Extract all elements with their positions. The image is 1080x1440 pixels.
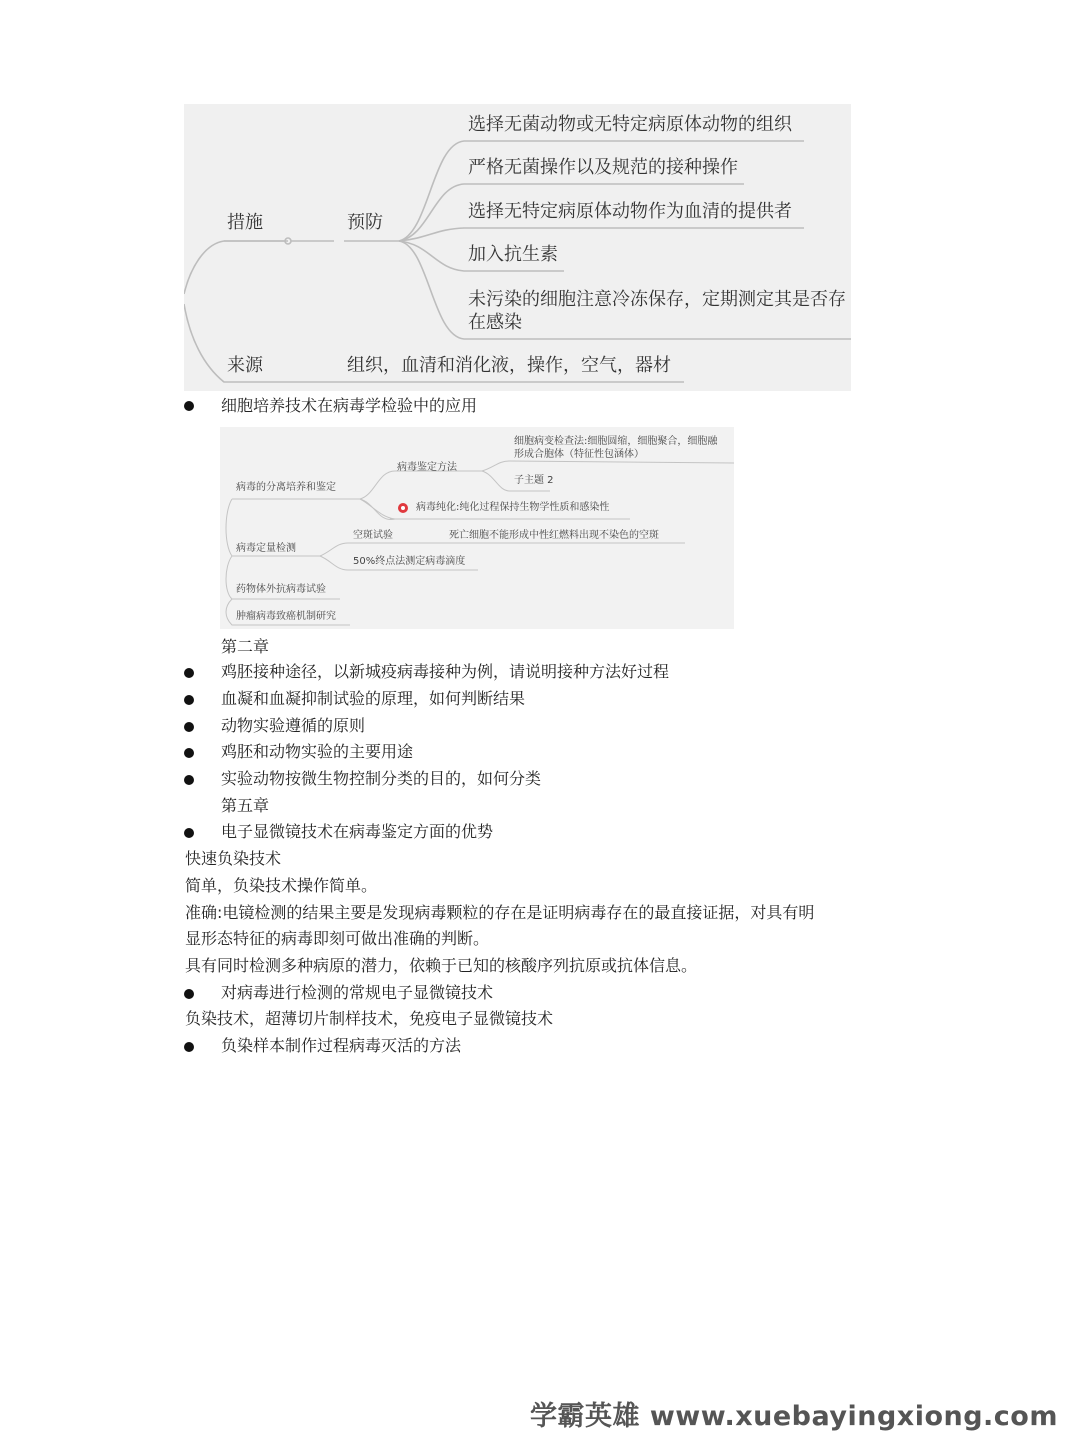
leaf-2: 严格无菌操作以及规范的接种操作 bbox=[468, 157, 738, 178]
node-quant: 病毒定量检测 bbox=[236, 543, 296, 554]
bullet-dot bbox=[184, 668, 194, 678]
bullet-dot bbox=[184, 695, 194, 705]
para-simple: 简单，负染技术操作简单。 bbox=[185, 876, 378, 895]
ch2-bullet-1: 鸡胚接种途径，以新城疫病毒接种为例，请说明接种方法好过程 bbox=[221, 662, 670, 681]
ch5-bullet-2: 对病毒进行检测的常规电子显微镜技术 bbox=[221, 983, 494, 1002]
node-cpe-line-2: 形成合胞体（特征性包涵体） bbox=[514, 449, 644, 460]
ch5-bullet-1: 电子显微镜技术在病毒鉴定方面的优势 bbox=[221, 822, 494, 841]
para-accurate-line-1: 准确:电镜检测的结果主要是发现病毒颗粒的存在是证明病毒存在的最直接证据，对具有明 bbox=[185, 903, 815, 922]
source-text: 组织，血清和消化液，操作，空气，器材 bbox=[347, 355, 671, 376]
node-purify: 病毒纯化:纯化过程保持生物学性质和感染性 bbox=[416, 502, 610, 513]
node-subtopic-2: 子主题 2 bbox=[514, 475, 554, 486]
site-watermark: 学霸英雄 www.xuebayingxiong.com bbox=[529, 1401, 1058, 1432]
branch-measures: 措施 bbox=[227, 212, 263, 233]
bullet-dot bbox=[184, 722, 194, 732]
bullet-dot bbox=[184, 775, 194, 785]
para-techniques: 负染技术，超薄切片制样技术，免疫电子显微镜技术 bbox=[185, 1009, 554, 1028]
para-multi: 具有同时检测多种病原的潜力，依赖于已知的核酸序列抗原或抗体信息。 bbox=[185, 956, 698, 975]
mindmap2-connectors bbox=[220, 427, 734, 629]
bullet-cell-culture: 细胞培养技术在病毒学检验中的应用 bbox=[221, 396, 478, 415]
ch2-bullet-2: 血凝和血凝抑制试验的原理，如何判断结果 bbox=[221, 689, 526, 708]
leaf-5-line-1: 未污染的细胞注意冷冻保存，定期测定其是否存 bbox=[468, 289, 846, 310]
leaf-4: 加入抗生素 bbox=[468, 244, 558, 265]
node-drug-test: 药物体外抗病毒试验 bbox=[236, 584, 326, 595]
branch-source: 来源 bbox=[227, 355, 263, 376]
ch2-bullet-4: 鸡胚和动物实验的主要用途 bbox=[221, 742, 414, 761]
ch2-bullet-3: 动物实验遵循的原则 bbox=[221, 716, 366, 735]
chapter-2-heading: 第二章 bbox=[221, 637, 270, 656]
node-tcid50: 50%终点法测定病毒滴度 bbox=[353, 556, 466, 567]
ch5-bullet-3: 负染样本制作过程病毒灭活的方法 bbox=[221, 1036, 462, 1055]
node-tumor: 肿瘤病毒致癌机制研究 bbox=[236, 611, 336, 622]
bullet-dot bbox=[184, 748, 194, 758]
chapter-5-heading: 第五章 bbox=[221, 796, 270, 815]
node-identify-method: 病毒鉴定方法 bbox=[397, 462, 457, 473]
node-plaque-desc: 死亡细胞不能形成中性红燃料出现不染色的空斑 bbox=[449, 530, 659, 541]
bullet-dot bbox=[184, 828, 194, 838]
bullet-dot bbox=[184, 989, 194, 999]
para-accurate-line-2: 显形态特征的病毒即刻可做出准确的判断。 bbox=[185, 929, 490, 948]
sub-branch-prevent: 预防 bbox=[347, 212, 383, 233]
leaf-1: 选择无菌动物或无特定病原体动物的组织 bbox=[468, 114, 792, 135]
bullet-dot bbox=[184, 1042, 194, 1052]
mindmap-virus-isolation-image bbox=[220, 427, 734, 629]
mindmap-prevention-image bbox=[184, 104, 851, 391]
ch2-bullet-5: 实验动物按微生物控制分类的目的，如何分类 bbox=[221, 769, 542, 788]
node-cpe-line-1: 细胞病变检查法:细胞圆缩，细胞聚合，细胞融 bbox=[514, 436, 718, 447]
para-fast: 快速负染技术 bbox=[185, 849, 282, 868]
bullet-dot bbox=[184, 401, 194, 411]
leaf-5-line-2: 在感染 bbox=[468, 312, 522, 333]
node-plaque: 空斑试验 bbox=[353, 530, 393, 541]
leaf-3: 选择无特定病原体动物作为血清的提供者 bbox=[468, 201, 792, 222]
node-isolation: 病毒的分离培养和鉴定 bbox=[236, 482, 336, 493]
